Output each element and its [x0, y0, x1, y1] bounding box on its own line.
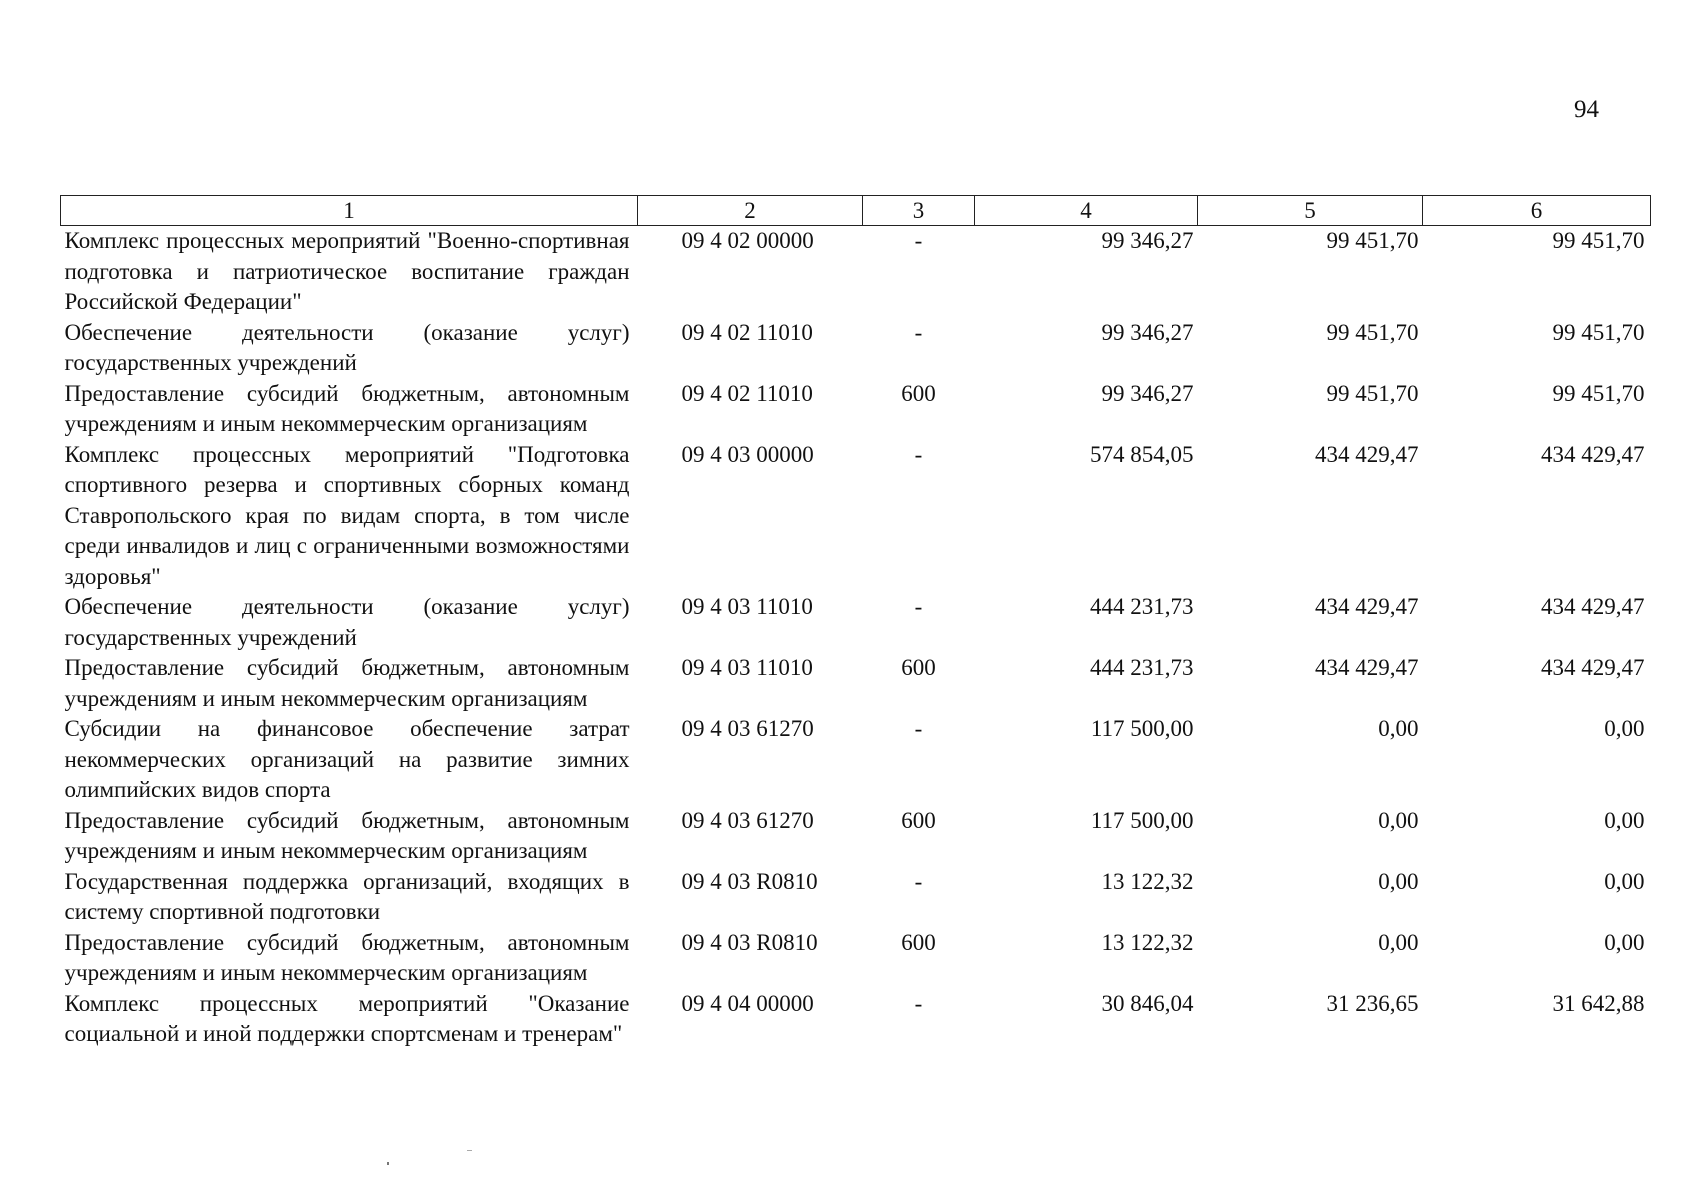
- row-amount-col5: 434 429,47: [1315, 594, 1419, 619]
- row-amount-col6: 0,00: [1604, 716, 1645, 741]
- row-amount-col5: 434 429,47: [1315, 655, 1419, 680]
- row-name: Предоставление субсидий бюджетным, автономным учреждениям и иным некоммерческим организациям: [64, 929, 630, 985]
- row-amount-col4: 444 231,73: [1090, 655, 1194, 680]
- row-amount-col4: 574 854,05: [1090, 441, 1194, 467]
- row-amount-col6: 99 451,70: [1552, 319, 1645, 345]
- row-amount-col5: 99 451,70: [1326, 380, 1419, 406]
- row-expense-type: -: [914, 441, 923, 467]
- table-row: [61, 379, 1651, 440]
- table-header: [61, 196, 1651, 226]
- row-target-code: 09 4 04 00000: [681, 990, 814, 1016]
- row-amount-col6: 31 642,88: [1552, 990, 1645, 1016]
- table-row: [61, 318, 1651, 379]
- row-amount-col6: 0,00: [1604, 929, 1645, 955]
- row-name: Предоставление субсидий бюджетным, автономным учреждениям и иным некоммерческим организациям: [64, 380, 630, 436]
- row-expense-type: 600: [901, 380, 936, 406]
- row-target-code: 09 4 03 R0810: [681, 929, 818, 955]
- column-header-3: 3: [863, 196, 975, 226]
- row-name: Комплекс процессных мероприятий "Подготовка спортивного резерва и спортивных сборных команд Ставропольского края по видам спорта, в том числе среди инвалидов и лиц с ограниченными возможностями здоровья": [64, 441, 630, 589]
- table-row: [61, 928, 1651, 989]
- column-header-5: 5: [1198, 196, 1423, 226]
- row-amount-col5: 0,00: [1378, 929, 1419, 955]
- row-amount-col4: 13 122,32: [1101, 868, 1194, 894]
- row-name: Предоставление субсидий бюджетным, автономным учреждениям и иным некоммерческим организациям: [64, 655, 630, 711]
- row-amount-col6: 434 429,47: [1541, 594, 1645, 619]
- row-name: Обеспечение деятельности (оказание услуг) государственных учреждений: [64, 594, 630, 650]
- row-expense-type: -: [914, 716, 923, 741]
- row-target-code: 09 4 03 61270: [681, 807, 814, 833]
- row-name: Комплекс процессных мероприятий "Военно-спортивная подготовка и патриотическое воспитание граждан Российской Федерации": [64, 228, 630, 314]
- table-row: [61, 989, 1651, 1050]
- row-target-code: 09 4 02 00000: [681, 228, 814, 253]
- row-expense-type: 600: [901, 807, 936, 833]
- row-amount-col6: 0,00: [1604, 807, 1645, 833]
- row-amount-col5: 99 451,70: [1326, 228, 1419, 253]
- row-expense-type: -: [914, 594, 923, 619]
- column-header-1: 1: [61, 196, 638, 226]
- row-amount-col5: 0,00: [1378, 868, 1419, 894]
- row-amount-col4: 99 346,27: [1101, 228, 1194, 253]
- row-target-code: 09 4 03 11010: [681, 594, 813, 619]
- row-target-code: 09 4 03 00000: [681, 441, 814, 467]
- table-row: [61, 440, 1651, 593]
- column-header-4: 4: [975, 196, 1198, 226]
- row-name: Комплекс процессных мероприятий "Оказание социальной и иной поддержки спортсменам и тренерам": [64, 990, 630, 1046]
- header-row: [61, 196, 1651, 226]
- row-target-code: 09 4 03 11010: [681, 655, 813, 680]
- scan-speck: [387, 1162, 389, 1165]
- table-row: [61, 226, 1651, 318]
- row-target-code: 09 4 03 R0810: [681, 868, 818, 894]
- table-row: [61, 714, 1651, 806]
- row-amount-col5: 31 236,65: [1326, 990, 1419, 1016]
- table-row: [61, 653, 1651, 714]
- row-amount-col6: 0,00: [1604, 868, 1645, 894]
- row-amount-col4: 117 500,00: [1090, 716, 1194, 741]
- row-target-code: 09 4 02 11010: [681, 380, 813, 406]
- row-target-code: 09 4 02 11010: [681, 319, 813, 345]
- row-amount-col6: 434 429,47: [1541, 655, 1645, 680]
- row-amount-col5: 0,00: [1378, 716, 1419, 741]
- row-amount-col4: 444 231,73: [1090, 594, 1194, 619]
- scan-speck: [467, 1150, 472, 1151]
- row-amount-col5: 0,00: [1378, 807, 1419, 833]
- row-expense-type: 600: [901, 929, 936, 955]
- table-row: [61, 592, 1651, 653]
- row-amount-col6: 99 451,70: [1552, 380, 1645, 406]
- row-amount-col4: 13 122,32: [1101, 929, 1194, 955]
- budget-table: [60, 195, 1651, 1050]
- table-row: [61, 867, 1651, 928]
- page-number: 94: [1574, 96, 1599, 123]
- row-expense-type: -: [914, 868, 923, 894]
- table-row: [61, 806, 1651, 867]
- row-name: Субсидии на финансовое обеспечение затрат некоммерческих организаций на развитие зимних олимпийских видов спорта: [64, 716, 630, 802]
- table-body: [61, 226, 1651, 1050]
- row-target-code: 09 4 03 61270: [681, 716, 814, 741]
- row-amount-col4: 117 500,00: [1090, 807, 1194, 833]
- row-amount-col5: 99 451,70: [1326, 319, 1419, 345]
- row-amount-col4: 99 346,27: [1101, 319, 1194, 345]
- row-amount-col5: 434 429,47: [1315, 441, 1419, 467]
- row-expense-type: -: [914, 990, 923, 1016]
- row-expense-type: -: [914, 228, 923, 253]
- row-expense-type: 600: [901, 655, 936, 680]
- row-name: Обеспечение деятельности (оказание услуг) государственных учреждений: [64, 319, 630, 375]
- row-expense-type: -: [914, 319, 923, 345]
- row-amount-col6: 99 451,70: [1552, 228, 1645, 253]
- column-header-2: 2: [638, 196, 863, 226]
- row-name: Предоставление субсидий бюджетным, автономным учреждениям и иным некоммерческим организациям: [64, 807, 630, 863]
- row-amount-col6: 434 429,47: [1541, 441, 1645, 467]
- column-header-6: 6: [1423, 196, 1651, 226]
- row-amount-col4: 99 346,27: [1101, 380, 1194, 406]
- row-name: Государственная поддержка организаций, входящих в систему спортивной подготовки: [64, 868, 630, 924]
- row-amount-col4: 30 846,04: [1101, 990, 1194, 1016]
